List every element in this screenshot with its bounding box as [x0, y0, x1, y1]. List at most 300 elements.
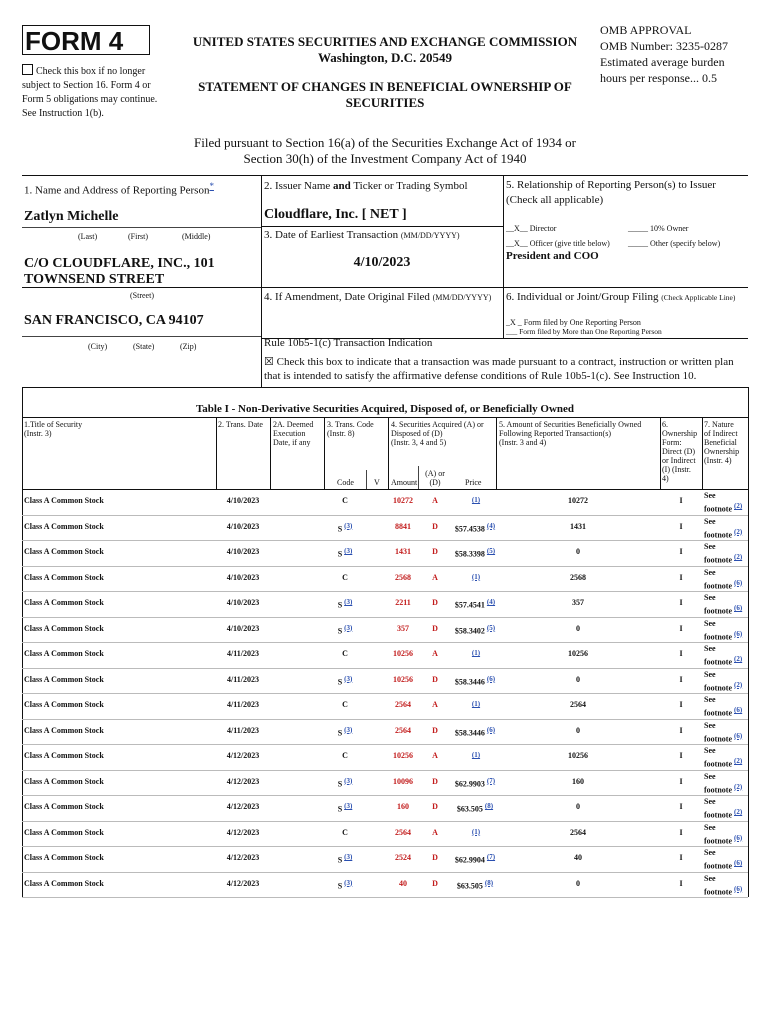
- footnote-link[interactable]: (3): [344, 853, 353, 861]
- box4-label: [264, 291, 491, 303]
- cell-title: [24, 700, 214, 709]
- box1-label: [24, 181, 214, 197]
- middle-label: (Middle): [182, 232, 211, 241]
- cell-ad-text: A: [432, 827, 438, 837]
- row-divider: [22, 897, 748, 898]
- cell-amount-text: 2211: [395, 598, 411, 607]
- box2-label-post: Ticker or Trading Symbol: [350, 180, 468, 192]
- omb-approval: OMB APPROVAL: [600, 23, 692, 37]
- row-divider: [22, 744, 748, 745]
- footnote-link[interactable]: (6): [486, 674, 496, 683]
- cell-date: [216, 624, 270, 633]
- footnote-link[interactable]: (2): [734, 782, 743, 791]
- cell-title: [24, 802, 214, 811]
- cell-nature-text: See footnote: [704, 491, 732, 514]
- cell-amount-text: 40: [399, 878, 407, 888]
- cell-nature: [704, 796, 748, 821]
- cell-price: [452, 649, 498, 661]
- cell-price: [452, 802, 498, 814]
- issuer-name-ticker: Cloudflare, Inc. [ NET ]: [264, 207, 407, 222]
- filed-by-more-option: ___ Form filed by More than One Reporting Person: [506, 327, 662, 336]
- cell-title: [24, 547, 214, 556]
- cell-form: [660, 496, 702, 505]
- cell-form-text: I: [679, 572, 683, 582]
- footnote-link[interactable]: (8): [484, 802, 494, 810]
- no-longer-subject-checkbox[interactable]: [22, 64, 33, 75]
- cell-title-text: Class A Common Stock: [24, 802, 104, 811]
- footnote-link[interactable]: (3): [344, 776, 353, 785]
- cell-code-text: S: [337, 524, 343, 534]
- box4-label-text: 4. If Amendment, Date Original Filed: [264, 291, 430, 303]
- cell-date-text: 4/10/2023: [226, 598, 260, 607]
- cell-title-text: Class A Common Stock: [24, 572, 104, 582]
- col-ownership-form-header-1: 6.: [662, 420, 668, 429]
- cell-amount: [388, 700, 418, 709]
- box2-label: [264, 180, 468, 192]
- row-divider: [22, 642, 748, 643]
- box2-label-pre: 2. Issuer Name: [264, 180, 334, 192]
- cell-code-text: S: [337, 549, 343, 559]
- footnote-link[interactable]: (3): [344, 802, 353, 810]
- cell-code: [324, 828, 366, 837]
- col-owned-header-2: Following Reported Transaction(s): [499, 429, 611, 438]
- footnote-link[interactable]: (7): [486, 853, 496, 861]
- cell-amount: [388, 726, 418, 735]
- footnote-link[interactable]: (1): [471, 827, 481, 836]
- cell-owned: [496, 675, 660, 684]
- col-title-header: [24, 420, 82, 438]
- box3-label-format: (MM/DD/YYYY): [400, 231, 460, 240]
- cell-title: [24, 751, 214, 760]
- cell-amount-text: 1431: [395, 547, 411, 556]
- cell-nature-text: See footnote: [704, 873, 732, 897]
- cell-nature-text: See footnote: [704, 822, 732, 846]
- cell-nature-text: See footnote: [704, 797, 732, 820]
- cell-amount: [388, 573, 418, 582]
- cell-form: [660, 802, 702, 811]
- footnote-link[interactable]: (1): [471, 649, 481, 657]
- cell-owned: [496, 522, 660, 531]
- cell-ad: [418, 726, 452, 735]
- cell-code: [324, 522, 366, 534]
- cell-code: [324, 751, 366, 760]
- row-divider: [22, 591, 748, 592]
- cell-ad: [418, 700, 452, 709]
- cell-owned: [496, 879, 660, 888]
- cell-price: [452, 598, 498, 610]
- cell-owned: [496, 828, 660, 837]
- cell-code: [324, 598, 366, 610]
- cell-amount: [388, 675, 418, 684]
- cell-code-text: C: [342, 572, 348, 582]
- form-title: FORM 4: [22, 25, 150, 55]
- col-title-header-2: (Instr. 3): [24, 429, 52, 438]
- box3-label-text: 3. Date of Earliest Transaction: [264, 229, 399, 241]
- footnote-link[interactable]: (6): [734, 884, 743, 893]
- filed-by-one-option: _X _ Form filed by One Reporting Person: [506, 318, 641, 327]
- footnote-link[interactable]: (3): [344, 598, 353, 606]
- no-longer-subject-checkbox-block[interactable]: [22, 64, 172, 121]
- cell-amount-text: 10096: [393, 776, 413, 786]
- cell-code: [324, 573, 366, 582]
- cell-ad: [418, 649, 452, 658]
- cell-nature: [704, 516, 748, 541]
- cell-title-text: Class A Common Stock: [24, 623, 104, 633]
- cell-ad: [418, 522, 452, 531]
- cell-ad-text: D: [432, 725, 438, 735]
- row-divider: [22, 617, 748, 618]
- cell-code: [324, 649, 366, 658]
- footnote-link[interactable]: (2): [734, 553, 743, 561]
- cell-title-text: Class A Common Stock: [24, 878, 104, 888]
- footnote-link[interactable]: (6): [734, 859, 743, 867]
- cell-owned: [496, 777, 660, 786]
- city-state-zip: SAN FRANCISCO, CA 94107: [24, 313, 204, 328]
- cell-date: [216, 879, 270, 888]
- cell-price: [452, 777, 498, 789]
- cell-nature-text: See footnote: [704, 567, 732, 591]
- cell-ad-text: D: [432, 776, 438, 786]
- cell-nature: [704, 669, 748, 694]
- cell-code: [324, 624, 366, 636]
- footnote-link[interactable]: (5): [486, 623, 496, 632]
- footnote-link[interactable]: (3): [344, 674, 353, 683]
- first-label: (First): [128, 232, 148, 241]
- rule-10b5-label: Rule 10b5-1(c) Transaction Indication: [264, 337, 433, 349]
- cell-ad-text: A: [432, 649, 438, 658]
- cell-nature-text: See footnote: [704, 593, 732, 616]
- row-divider: [22, 668, 748, 669]
- box5-label-line-1: 5. Relationship of Reporting Person(s) to Issuer: [506, 179, 716, 191]
- footnote-link[interactable]: (2): [734, 757, 743, 765]
- cell-nature: [704, 873, 748, 898]
- cell-nature-text: See footnote: [704, 542, 732, 565]
- cell-title-text: Class A Common Stock: [24, 521, 104, 531]
- cell-owned-text: 0: [576, 725, 580, 735]
- cell-amount: [388, 547, 418, 556]
- cell-price-text: $58.3402: [454, 626, 485, 636]
- cell-nature: [704, 847, 748, 872]
- cell-date-text: 4/10/2023: [226, 496, 260, 505]
- street-label: (Street): [130, 291, 154, 300]
- reporting-person-name: Zatlyn Michelle: [24, 209, 119, 224]
- cell-amount-text: 8841: [395, 521, 411, 531]
- cell-nature-text: See footnote: [704, 618, 732, 642]
- cell-title: [24, 726, 214, 735]
- footnote-link[interactable]: (3): [344, 547, 353, 555]
- cell-nature-text: See footnote: [704, 848, 732, 871]
- row-divider: [22, 846, 748, 847]
- cell-owned: [496, 853, 660, 862]
- footnote-link[interactable]: (6): [734, 629, 743, 638]
- cell-title-text: Class A Common Stock: [24, 649, 104, 658]
- cell-title-text: Class A Common Stock: [24, 674, 104, 684]
- officer-title: President and COO: [506, 250, 599, 262]
- col-ownership-form-header-5: or Indirect: [662, 456, 696, 465]
- col-date-header: 2. Trans. Date: [218, 420, 263, 429]
- filed-pursuant-line-1: Filed pursuant to Section 16(a) of the Securities Exchange Act of 1934 or: [194, 135, 576, 150]
- cell-ad-text: D: [432, 853, 438, 862]
- cell-amount-text: 2564: [395, 827, 411, 837]
- cell-price-text: $57.4541: [454, 600, 485, 610]
- cell-form-text: I: [679, 802, 683, 811]
- cell-date-text: 4/12/2023: [226, 776, 260, 786]
- cell-date: [216, 649, 270, 658]
- footnote-link[interactable]: (1): [471, 572, 481, 581]
- cell-price-text: $63.505: [456, 881, 483, 891]
- cell-date: [216, 726, 270, 735]
- cell-form-text: I: [679, 751, 683, 760]
- cell-code-text: S: [337, 779, 343, 789]
- cell-ad: [418, 828, 452, 837]
- cell-date: [216, 700, 270, 709]
- cell-nature: [704, 541, 748, 566]
- cell-nature: [704, 567, 748, 592]
- cell-ad-text: A: [432, 496, 438, 505]
- footnote-link[interactable]: (6): [734, 731, 743, 740]
- cell-date: [216, 573, 270, 582]
- box1-label-text: 1. Name and Address of Reporting Person: [24, 184, 210, 197]
- cell-form-text: I: [679, 598, 683, 607]
- row-divider: [22, 770, 748, 771]
- box1-asterisk-link[interactable]: *: [209, 181, 214, 191]
- box6-label: [506, 291, 735, 303]
- col-deemed-header-1: 2A. Deemed: [273, 420, 314, 429]
- cell-title: [24, 573, 214, 582]
- cell-owned: [496, 496, 660, 505]
- subheader-a-or-d-2: (D): [429, 478, 441, 487]
- cell-ad-text: D: [432, 802, 438, 811]
- cell-form: [660, 726, 702, 735]
- col-nature-header-1: 7. Nature: [704, 420, 734, 429]
- cell-code-text: C: [342, 700, 348, 709]
- cell-date: [216, 496, 270, 505]
- box5-label-line-2: (Check all applicable): [506, 194, 604, 206]
- col-code-header-1: 3. Trans. Code: [327, 420, 374, 429]
- footnote-link[interactable]: (8): [484, 878, 494, 887]
- cell-ad-text: D: [432, 598, 438, 607]
- cell-form: [660, 853, 702, 862]
- cell-date-text: 4/10/2023: [226, 547, 260, 556]
- cell-form-text: I: [679, 725, 683, 735]
- cell-title: [24, 496, 214, 505]
- footnote-link[interactable]: (7): [486, 776, 496, 785]
- cell-owned: [496, 700, 660, 709]
- footnote-link[interactable]: (2): [734, 527, 743, 536]
- col-owned-header: [499, 420, 641, 447]
- omb-approval-box: [600, 22, 728, 86]
- cell-title-text: Class A Common Stock: [24, 827, 104, 837]
- row-divider: [22, 515, 748, 516]
- cell-code-text: S: [337, 626, 343, 636]
- cell-price: [452, 547, 498, 559]
- col-code-header-2: (Instr. 8): [327, 429, 355, 438]
- footnote-link[interactable]: (2): [734, 655, 743, 663]
- cell-nature: [704, 822, 748, 847]
- cell-price: [452, 700, 498, 712]
- col-deemed-header-3: Date, if any: [273, 438, 311, 447]
- footnote-link[interactable]: (3): [344, 725, 353, 734]
- subheader-a-or-d-1: (A) or: [425, 469, 445, 478]
- cell-price: [452, 675, 498, 687]
- cell-form: [660, 547, 702, 556]
- footnote-link[interactable]: (6): [734, 833, 743, 842]
- cell-date: [216, 598, 270, 607]
- footnote-link[interactable]: (3): [344, 878, 353, 887]
- cell-owned-text: 0: [576, 802, 580, 811]
- col-title-header-1: 1.Title of Security: [24, 420, 83, 429]
- col-nature-header: [704, 420, 739, 465]
- filed-pursuant-line-2: Section 30(h) of the Investment Company Act of 1940: [243, 151, 527, 166]
- cell-price-text: $58.3446: [454, 728, 485, 738]
- col-ownership-form-header-7: 4): [662, 474, 669, 483]
- subheader-price: Price: [465, 478, 482, 487]
- cell-form-text: I: [679, 700, 683, 709]
- rule-10b5-text-1: Check this box to indicate that a transaction was made pursuant to a contract, instruction or written plan: [276, 356, 734, 368]
- cell-owned: [496, 802, 660, 811]
- cell-date: [216, 802, 270, 811]
- cell-owned-text: 357: [572, 598, 584, 607]
- cell-form-text: I: [679, 878, 683, 888]
- cell-amount-text: 10256: [393, 751, 413, 760]
- omb-burden-line-1: Estimated average burden: [600, 55, 725, 69]
- cell-code-text: S: [337, 804, 343, 814]
- filed-pursuant: [22, 135, 748, 167]
- cell-owned-text: 0: [576, 547, 580, 556]
- cell-ad-text: D: [432, 623, 438, 633]
- cell-form-text: I: [679, 496, 683, 505]
- row-divider: [22, 566, 748, 567]
- col-ownership-form-header-6: (I) (Instr.: [662, 465, 691, 474]
- director-option: __X__ Director: [506, 224, 557, 233]
- col-ownership-form-header-4: Direct (D): [662, 447, 696, 456]
- cell-owned-text: 10272: [568, 496, 588, 505]
- footnote-link[interactable]: (2): [734, 680, 743, 689]
- cell-nature-text: See footnote: [704, 746, 732, 769]
- cell-code: [324, 879, 366, 891]
- col-securities-header-3: (Instr. 3, 4 and 5): [391, 438, 447, 447]
- footnote-link[interactable]: (4): [486, 598, 496, 606]
- cell-ad: [418, 675, 452, 684]
- cell-amount-text: 2524: [395, 853, 411, 862]
- footnote-link[interactable]: (2): [734, 502, 743, 510]
- cell-nature: [704, 771, 748, 796]
- cell-ad: [418, 598, 452, 607]
- cell-nature-text: See footnote: [704, 516, 732, 540]
- cell-price: [452, 828, 498, 840]
- cell-date: [216, 777, 270, 786]
- footnote-link[interactable]: (3): [344, 623, 353, 632]
- cell-price: [452, 624, 498, 636]
- cell-title-text: Class A Common Stock: [24, 598, 104, 607]
- footnote-link[interactable]: (3): [344, 521, 353, 530]
- cell-ad: [418, 624, 452, 633]
- cell-owned-text: 2564: [570, 700, 586, 709]
- cell-form: [660, 777, 702, 786]
- footnote-link[interactable]: (6): [734, 706, 743, 714]
- cell-form-text: I: [679, 853, 683, 862]
- cell-code: [324, 675, 366, 687]
- earliest-transaction-date: 4/10/2023: [353, 255, 411, 270]
- col-securities-header-2: Disposed of (D): [391, 429, 443, 438]
- state-label: (State): [133, 342, 155, 351]
- subheader-v: V: [374, 478, 380, 487]
- col-owned-header-3: (Instr. 3 and 4): [499, 438, 547, 447]
- cell-amount: [388, 828, 418, 837]
- cell-form-text: I: [679, 649, 683, 658]
- cell-date-text: 4/10/2023: [226, 521, 260, 531]
- cell-date: [216, 853, 270, 862]
- cell-title: [24, 649, 214, 658]
- rule-10b5-text-2: that is intended to satisfy the affirmative defense conditions of Rule 10b5-1(c). See Instruction 10.: [264, 370, 697, 382]
- cell-date: [216, 828, 270, 837]
- rule-10b5-checkbox[interactable]: ☒: [264, 356, 274, 368]
- col-securities-header: [391, 420, 484, 447]
- row-divider: [22, 795, 748, 796]
- cell-title-text: Class A Common Stock: [24, 700, 104, 709]
- cell-code: [324, 496, 366, 505]
- footnote-link[interactable]: (6): [734, 578, 743, 587]
- cell-amount-text: 10256: [393, 674, 413, 684]
- cell-owned-text: 0: [576, 878, 580, 888]
- subheader-a-or-d: [419, 469, 451, 487]
- cell-title: [24, 522, 214, 531]
- cell-nature: [704, 643, 748, 668]
- cell-form: [660, 675, 702, 684]
- cell-ad: [418, 496, 452, 505]
- cell-title: [24, 777, 214, 786]
- agency-location: Washington, D.C. 20549: [318, 50, 452, 65]
- box6-label-small: (Check Applicable Line): [661, 293, 736, 302]
- cell-form: [660, 624, 702, 633]
- cell-date: [216, 547, 270, 556]
- omb-number: OMB Number: 3235-0287: [600, 39, 728, 53]
- footnote-link[interactable]: (6): [734, 604, 743, 612]
- cell-amount: [388, 777, 418, 786]
- footnote-link[interactable]: (2): [734, 808, 743, 816]
- cell-owned: [496, 624, 660, 633]
- col-nature-header-4: Ownership: [704, 447, 740, 456]
- cell-date: [216, 675, 270, 684]
- cell-form: [660, 598, 702, 607]
- cell-title-text: Class A Common Stock: [24, 547, 104, 556]
- cell-title: [24, 853, 214, 862]
- cell-form-text: I: [679, 623, 683, 633]
- footnote-link[interactable]: (5): [486, 547, 496, 555]
- cell-form: [660, 649, 702, 658]
- footnote-link[interactable]: (4): [486, 521, 496, 530]
- cell-code-text: S: [337, 855, 343, 865]
- cell-amount: [388, 802, 418, 811]
- cell-date-text: 4/12/2023: [226, 878, 260, 888]
- col-deemed-header-2: Execution: [273, 429, 306, 438]
- footnote-link[interactable]: (6): [486, 725, 496, 734]
- street-address: [24, 256, 215, 288]
- footnote-link[interactable]: (1): [471, 700, 481, 708]
- cell-owned-text: 40: [574, 853, 582, 862]
- cell-owned-text: 1431: [570, 521, 586, 531]
- cell-nature: [704, 592, 748, 617]
- cell-amount-text: 2564: [395, 700, 411, 709]
- statement-title: STATEMENT OF CHANGES IN BENEFICIAL OWNERSHIP OF SECURITIES: [198, 79, 572, 110]
- footnote-link[interactable]: (1): [471, 751, 481, 759]
- rule-10b5-block: [264, 355, 748, 383]
- footnote-link[interactable]: (1): [471, 496, 481, 504]
- cell-price: [452, 726, 498, 738]
- cell-price-text: $58.3398: [454, 549, 485, 559]
- cell-title-text: Class A Common Stock: [24, 776, 104, 786]
- cell-ad-text: A: [432, 700, 438, 709]
